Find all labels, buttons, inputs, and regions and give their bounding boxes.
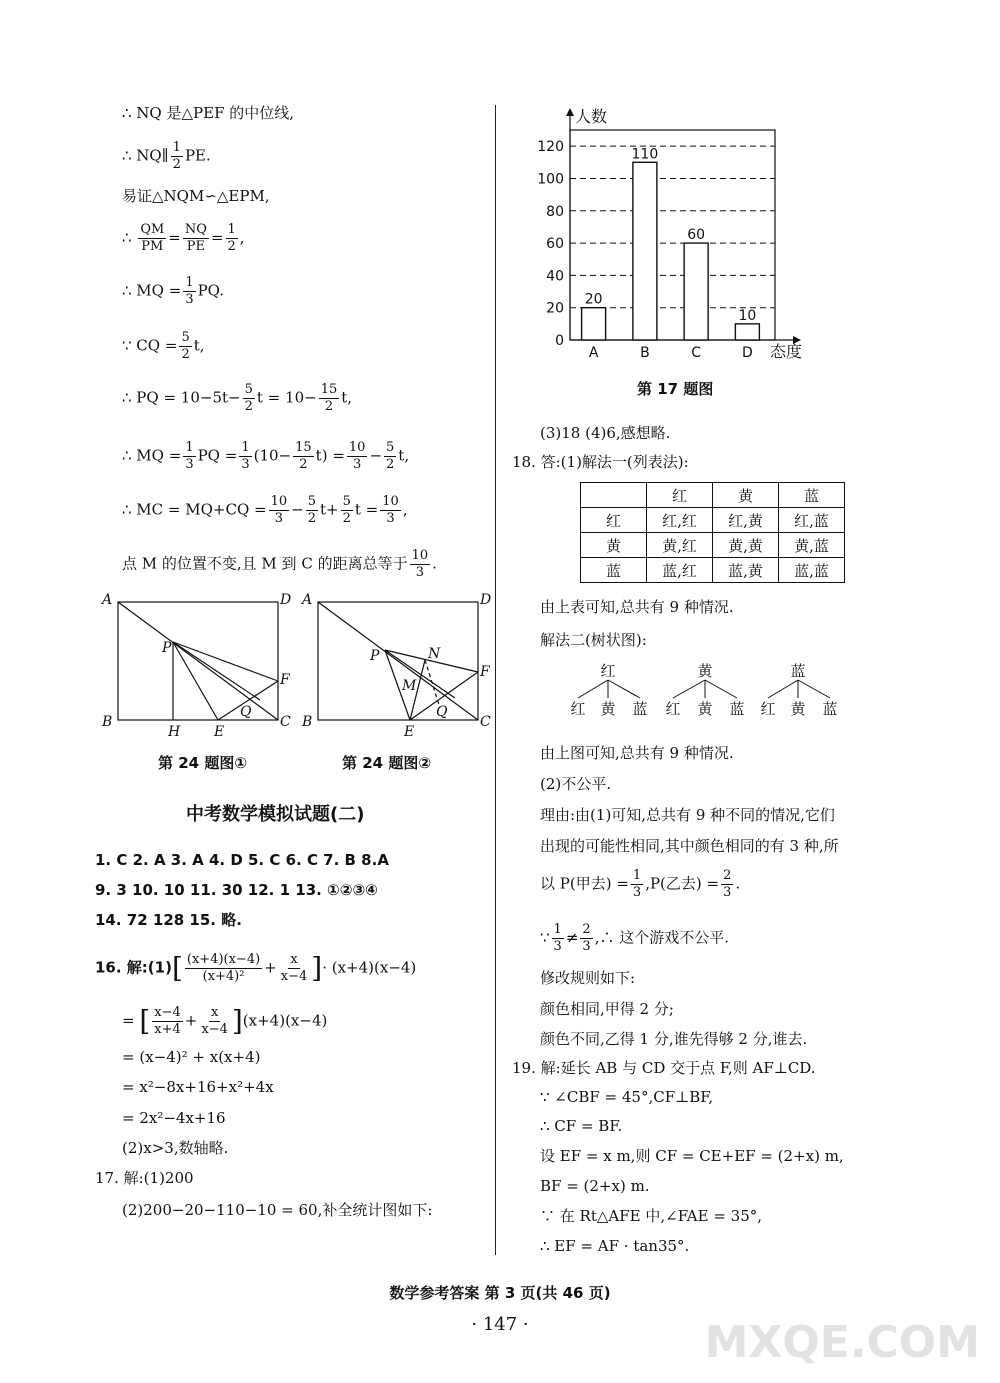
answer-line: 9. 3 10. 10 11. 30 12. 1 13. ①②③④ <box>95 881 378 899</box>
text-line: 点 M 的位置不变,且 M 到 C 的距离总等于 $\frac{10}{3}$ . <box>122 548 437 580</box>
text-line: = 2x²−4x+16 <box>122 1109 226 1127</box>
text-line: BF = (2+x) m. <box>540 1177 650 1195</box>
text-line: ∴ $\frac{QM}{PM}$ = $\frac{NQ}{PE}$ = $\frac{1}{2}$ , <box>122 222 245 254</box>
tree-leaf: 蓝 <box>632 700 648 718</box>
page-footer: 数学参考答案 第 3 页(共 46 页) <box>389 1284 611 1302</box>
tree-diagram <box>560 660 860 720</box>
text-line: 颜色不同,乙得 1 分,谁先得够 2 分,谁去. <box>540 1030 808 1048</box>
label-b: B <box>302 714 313 730</box>
table-header: 红 <box>647 483 713 508</box>
label-f: F <box>480 664 490 680</box>
data-label: 60 <box>687 227 706 244</box>
y-tick-label: 100 <box>537 171 564 188</box>
tree-root: 黄 <box>697 662 713 680</box>
tree-leaf: 黄 <box>790 700 806 718</box>
text-line: (3)18 (4)6,感想略. <box>540 424 671 442</box>
text-line: ∴ MQ = $\frac{1}{3}$ PQ. <box>122 275 225 307</box>
text-line: 18. 答:(1)解法一(列表法): <box>512 453 689 471</box>
label-a: A <box>302 592 313 608</box>
watermark: MXQE.COM <box>704 1317 980 1368</box>
bar-chart <box>535 100 815 370</box>
label-b: B <box>102 714 113 730</box>
y-tick-label: 80 <box>546 203 564 220</box>
page-number: · 147 · <box>471 1314 529 1335</box>
text-line: ∵ CQ = $\frac{5}{2}$ t, <box>122 330 205 362</box>
tree-leaf: 黄 <box>697 700 713 718</box>
y-tick-label: 0 <box>555 333 564 349</box>
text-line: ∵ ∠CBF = 45°,CF⊥BF, <box>540 1088 714 1106</box>
table-row: 红 红,红 红,黄 红,蓝 <box>581 508 845 533</box>
figure-caption: 第 24 题图① <box>158 754 248 772</box>
x-axis-label: 态度 <box>770 342 803 361</box>
text-line: 以 P(甲去) = $\frac{1}{3}$ ,P(乙去) = $\frac{2}{3}$ . <box>540 868 741 900</box>
table-header <box>581 483 647 508</box>
x-tick-label: D <box>741 345 753 361</box>
text-line: 由上表可知,总共有 9 种情况. <box>540 598 734 616</box>
tree-leaf: 红 <box>665 700 681 718</box>
text-line: ∴ NQ 是△PEF 的中位线, <box>122 104 295 122</box>
text-line: 理由:由(1)可知,总共有 9 种不同的情况,它们 <box>540 806 835 824</box>
bar-C <box>684 243 708 340</box>
text-line: (2)不公平. <box>540 775 612 793</box>
answer-line: 14. 72 128 15. 略. <box>95 911 242 929</box>
text-line: ∴ MQ = $\frac{1}{3}$ PQ = $\frac{1}{3}$ (10− $\frac{15}{2}$ t) = $\frac{10}{3}$ − $\frac{5}{2}$ t, <box>122 440 410 472</box>
tree-leaf: 蓝 <box>822 700 838 718</box>
text-line: ∵ $\frac{1}{3}$ ≠ $\frac{2}{3}$ ,∴ 这个游戏不公平. <box>540 922 729 954</box>
text-line: 出现的可能性相同,其中颜色相同的有 3 种,所 <box>540 837 839 855</box>
label-c: C <box>480 714 491 730</box>
text-line: ∴ PQ = 10−5t− $\frac{5}{2}$ t = 10− $\frac{15}{2}$ t, <box>122 382 353 414</box>
text-line: 由上图可知,总共有 9 种情况. <box>540 744 734 762</box>
label-m: M <box>402 678 417 694</box>
y-tick-label: 120 <box>537 139 564 156</box>
text-line: 19. 解:延长 AB 与 CD 交于点 F,则 AF⊥CD. <box>512 1059 816 1077</box>
text-line: = x²−8x+16+x²+4x <box>122 1078 274 1096</box>
text-line: 设 EF = x m,则 CF = CE+EF = (2+x) m, <box>540 1147 844 1165</box>
text-line: 易证△NQM∽△EPM, <box>122 187 270 205</box>
y-axis-label: 人数 <box>575 107 608 126</box>
text-line: 修改规则如下: <box>540 969 636 987</box>
probability-table <box>580 482 845 583</box>
text-line: (2)200−20−110−10 = 60,补全统计图如下: <box>122 1201 433 1219</box>
text-line: 解法二(树状图): <box>540 631 647 649</box>
tree-leaf: 蓝 <box>729 700 745 718</box>
label-e: E <box>214 724 225 740</box>
table-row: 蓝 蓝,红 蓝,黄 蓝,蓝 <box>581 558 845 583</box>
figure-24-2 <box>300 590 500 740</box>
data-label: 10 <box>738 307 757 324</box>
tree-root: 红 <box>600 662 616 680</box>
text-line: = (x−4)² + x(x+4) <box>122 1048 261 1066</box>
x-tick-label: C <box>691 345 702 361</box>
text-line: = [ $\frac{x-4}{x+4}$ + $\frac{x}{x-4}$ ](x+4)(x−4) <box>122 1004 328 1038</box>
data-label: 110 <box>631 146 659 163</box>
text-line: ∴ CF = BF. <box>540 1117 623 1135</box>
text-line: 16. 解:(1)[ $\frac{(x+4)(x-4)}{\text{(x+4)²}}$ + $\frac{x}{x-4}$ ]· (x+4)(x−4) <box>95 951 417 985</box>
label-q: Q <box>436 704 448 720</box>
figure-caption: 第 24 题图② <box>342 754 432 772</box>
text-line: ∵ 在 Rt△AFE 中,∠FAE = 35°, <box>540 1207 763 1225</box>
x-tick-label: A <box>588 345 599 361</box>
y-tick-label: 40 <box>546 268 564 285</box>
tree-root: 蓝 <box>790 662 806 680</box>
label-e: E <box>404 724 415 740</box>
text-line: ∴ MC = MQ+CQ = $\frac{10}{3}$ − $\frac{5}{2}$ t+ $\frac{5}{2}$ t = $\frac{10}{3}$ , <box>122 494 408 526</box>
answer-line: 1. C 2. A 3. A 4. D 5. C 6. C 7. B 8.A <box>95 851 389 869</box>
figure-24-1 <box>100 590 300 740</box>
column-divider <box>495 105 496 1255</box>
text-line: 颜色相同,甲得 2 分; <box>540 1000 674 1018</box>
label-q: Q <box>240 704 252 720</box>
section-title: 中考数学模拟试题(二) <box>186 804 365 825</box>
text-line: ∴ EF = AF · tan35°. <box>540 1237 690 1255</box>
text-line: 17. 解:(1)200 <box>95 1169 194 1187</box>
table-header: 黄 <box>713 483 779 508</box>
data-label: 20 <box>584 291 603 308</box>
label-h: H <box>168 724 181 740</box>
label-d: D <box>280 592 292 608</box>
label-p: P <box>370 648 380 664</box>
label-p: P <box>162 640 172 656</box>
label-c: C <box>280 714 291 730</box>
y-tick-label: 20 <box>546 300 564 317</box>
bar-B <box>633 162 657 340</box>
tree-leaf: 黄 <box>600 700 616 718</box>
y-tick-label: 60 <box>546 236 564 253</box>
table-row: 黄 黄,红 黄,黄 黄,蓝 <box>581 533 845 558</box>
label-n: N <box>428 646 441 662</box>
y-axis-arrow <box>566 108 574 116</box>
tree-leaf: 红 <box>760 700 776 718</box>
x-tick-label: B <box>640 345 650 361</box>
label-f: F <box>280 672 290 688</box>
label-d: D <box>480 592 492 608</box>
bar-A <box>582 308 606 340</box>
bar-D <box>735 324 759 340</box>
chart-caption: 第 17 题图 <box>637 380 714 398</box>
text-line: ∴ NQ∥ $\frac{1}{2}$ PE. <box>122 140 211 172</box>
table-header: 蓝 <box>779 483 845 508</box>
tree-leaf: 红 <box>570 700 586 718</box>
label-a: A <box>102 592 113 608</box>
text-line: (2)x>3,数轴略. <box>122 1139 229 1157</box>
